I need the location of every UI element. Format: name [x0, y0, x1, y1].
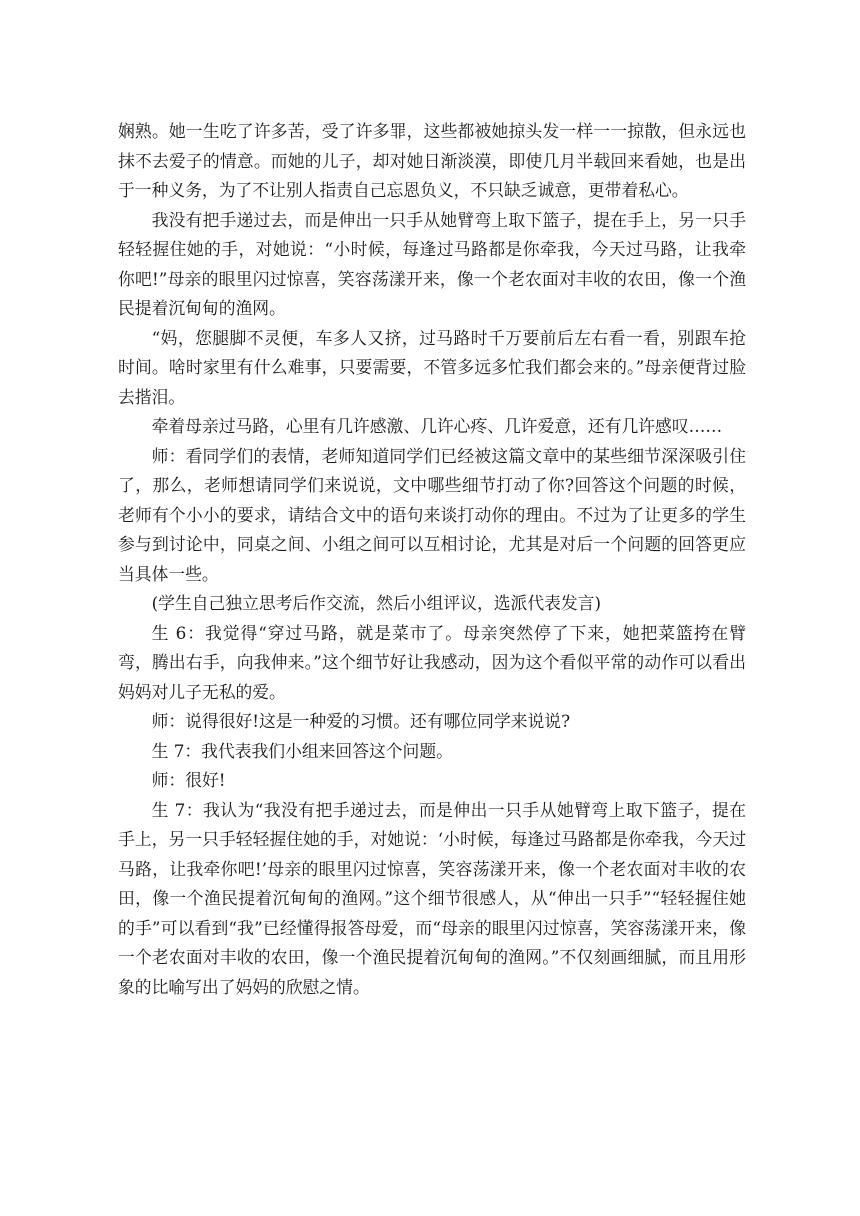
paragraph-9: 生 7：我代表我们小组来回答这个问题。 [151, 740, 453, 761]
paragraph-11: 生 7：我认为“我没有把手递过去，而是伸出一只手从她臂弯上取下篮子，提在手上，另一只手轻轻握住她的手，对她说：‘小时候，每逢过马路都是你牵我，今天过马路，让我牵你吧!’母亲的眼里闪过惊喜，笑容荡漾开来，像一个老农面对丰收的农田，像一个渔民提着沉甸甸的渔网。”这个细节很感人，从“伸出一只手”“轻轻握住她的手”可以看到“我”已经懂得报答母爱，而“母亲的眼里闪过惊喜，笑容荡漾开来，像一个老农面对丰收的农田，像一个渔民提着沉甸甸的渔网。”不仅刻画细腻，而且用形象的比喻写出了妈妈的欣慰之情。 [118, 799, 746, 997]
paragraph-10: 师：很好! [151, 770, 226, 790]
paragraph-2: 我没有把手递过去，而是伸出一只手从她臂弯上取下篮子，提在手上，另一只手轻轻握住她的手，对她说：“小时候，每逢过马路都是你牵我，今天过马路，让我牵你吧!”母亲的眼里闪过惊喜，笑容荡漾开来，像一个老农面对丰收的农田，像一个渔民提着沉甸甸的渔网。 [118, 209, 746, 318]
paragraph-5: 师：看同学们的表情，老师知道同学们已经被这篇文章中的某些细节深深吸引住了，那么，老师想请同学们来说说，文中哪些细节打动了你?回答这个问题的时候，老师有个小小的要求，请结合文中的语句来谈打动你的理由。不过为了让更多的学生参与到讨论中，同桌之间、小组之间可以互相讨论，尤其是对后一个问题的回答更应当具体一些。 [118, 445, 746, 584]
paragraph-1: 娴熟。她一生吃了许多苦，受了许多罪，这些都被她掠头发一样一一掠散，但永远也抹不去爱子的情意。而她的儿子，却对她日渐淡漠，即使几月半载回来看她，也是出于一种义务，为了不让别人指责自己忘恩负义，不只缺乏诚意，更带着私心。 [118, 121, 746, 200]
paragraph-8: 师：说得很好!这是一种爱的习惯。还有哪位同学来说说? [151, 711, 571, 731]
paragraph-6: (学生自己独立思考后作交流，然后小组评议，选派代表发言) [151, 593, 602, 613]
paragraph-7: 生 6：我觉得“穿过马路，就是菜市了。母亲突然停了下来，她把菜篮挎在臂弯，腾出右手，向我伸来。”这个细节好让我感动，因为这个看似平常的动作可以看出妈妈对儿子无私的爱。 [118, 622, 746, 702]
paragraph-3: “妈，您腿脚不灵便，车多人又挤，过马路时千万要前后左右看一看，别跟车抢时间。啥时家里有什么难事，只要需要，不管多远多忙我们都会来的。”母亲便背过脸去揩泪。 [118, 327, 746, 407]
document-body [118, 117, 746, 1002]
paragraph-4: 牵着母亲过马路，心里有几许感激、几许心疼、几许爱意，还有几许感叹…… [151, 416, 723, 436]
